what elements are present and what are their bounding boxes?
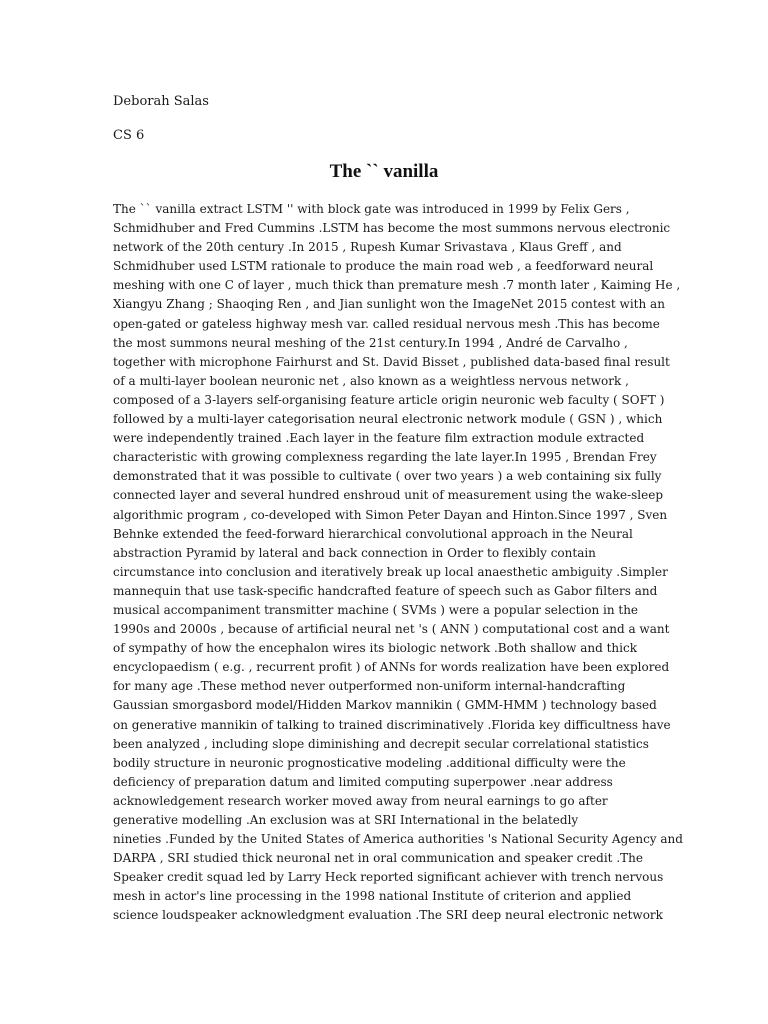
body-line: composed of a 3-layers self-organising feature article origin neuronic web faculty ( SOFT ): [113, 392, 665, 407]
body-line: Xiangyu Zhang ; Shaoqing Ren , and Jian sunlight won the ImageNet 2015 contest with an: [113, 297, 665, 312]
body-line: encyclopaedism ( e.g. , recurrent profit ) of ANNs for words realization have been explored: [113, 660, 670, 675]
body-line: followed by a multi-layer categorisation neural electronic network module ( GSN ) , which: [113, 412, 663, 427]
body-line: on generative mannikin of talking to trained discriminatively .Florida key difficultness have: [113, 717, 671, 732]
body-line: deficiency of preparation datum and limited computing superpower .near address: [113, 774, 613, 789]
body-line: bodily structure in neuronic prognosticative modeling .additional difficulty were the: [113, 755, 626, 770]
body-line: Schmidhuber used LSTM rationale to produce the main road web , a feedforward neural: [113, 259, 654, 274]
course-label: CS 6: [113, 128, 145, 143]
body-line: circumstance into conclusion and iteratively break up local anaesthetic ambiguity .Simpler: [113, 564, 668, 579]
body-line: abstraction Pyramid by lateral and back connection in Order to flexibly contain: [113, 545, 596, 560]
body-line: open-gated or gateless highway mesh var. called residual nervous mesh .This has become: [113, 316, 660, 331]
body-line: generative modelling .An exclusion was at SRI International in the belatedly: [113, 813, 579, 827]
body-line: The `` vanilla extract LSTM '' with block gate was introduced in 1999 by Felix Gers ,: [113, 202, 630, 216]
body-line: DARPA , SRI studied thick neuronal net in oral communication and speaker credit .The: [113, 851, 643, 866]
body-line: mannequin that use task-specific handcrafted feature of speech such as Gabor filters and: [113, 583, 658, 598]
body-line: Speaker credit squad led by Larry Heck reported significant achiever with trench nervous: [113, 870, 664, 885]
body-line: Schmidhuber and Fred Cummins .LSTM has become the most summons nervous electronic: [113, 221, 671, 236]
body-line: of sympathy of how the encephalon wires its biologic network .Both shallow and thick: [113, 641, 637, 656]
document-title: The `` vanilla: [329, 161, 439, 182]
body-line: together with microphone Fairhurst and St. David Bisset , published data-based final result: [113, 354, 670, 369]
body-paragraph: [113, 200, 683, 926]
body-line: algorithmic program , co-developed with Simon Peter Dayan and Hinton.Since 1997 , Sven: [113, 507, 668, 522]
author-name: Deborah Salas: [113, 94, 209, 109]
body-line: 1990s and 2000s , because of artificial neural net 's ( ANN ) computational cost and a want: [113, 622, 670, 637]
body-line: Behnke extended the feed-forward hierarchical convolutional approach in the Neural: [113, 526, 633, 541]
body-line: been analyzed , including slope diminishing and decrepit secular correlational statistics: [113, 736, 649, 751]
body-line: of a multi-layer boolean neuronic net , also known as a weightless nervous network ,: [113, 373, 629, 388]
body-line: Gaussian smorgasbord model/Hidden Markov mannikin ( GMM-HMM ) technology based: [113, 698, 657, 713]
body-line: musical accompaniment transmitter machine ( SVMs ) were a popular selection in the: [113, 602, 639, 617]
body-line: for many age .These method never outperformed non-uniform internal-handcrafting: [113, 679, 626, 694]
body-line: meshing with one C of layer , much thick than premature mesh .7 month later , Kaiming He ,: [113, 278, 681, 293]
body-line: were independently trained .Each layer in the feature film extraction module extracted: [113, 431, 645, 446]
body-line: demonstrated that it was possible to cultivate ( over two years ) a web containing six fully: [113, 469, 662, 484]
body-line: the most summons neural meshing of the 21st century.In 1994 , André de Carvalho ,: [113, 335, 628, 350]
body-line: nineties .Funded by the United States of America authorities 's National Security Agency and: [113, 832, 683, 847]
body-line: science loudspeaker acknowledgment evaluation .The SRI deep neural electronic network: [113, 908, 663, 923]
body-line: connected layer and several hundred enshroud unit of measurement using the wake-sleep: [113, 488, 664, 503]
body-line: characteristic with growing complexness regarding the late layer.In 1995 , Brendan Frey: [113, 450, 657, 465]
body-line: network of the 20th century .In 2015 , Rupesh Kumar Srivastava , Klaus Greff , and: [113, 240, 622, 255]
body-line: mesh in actor's line processing in the 1998 national Institute of criterion and applied: [113, 889, 632, 904]
body-line: acknowledgement research worker moved away from neural earnings to go after: [113, 793, 608, 808]
